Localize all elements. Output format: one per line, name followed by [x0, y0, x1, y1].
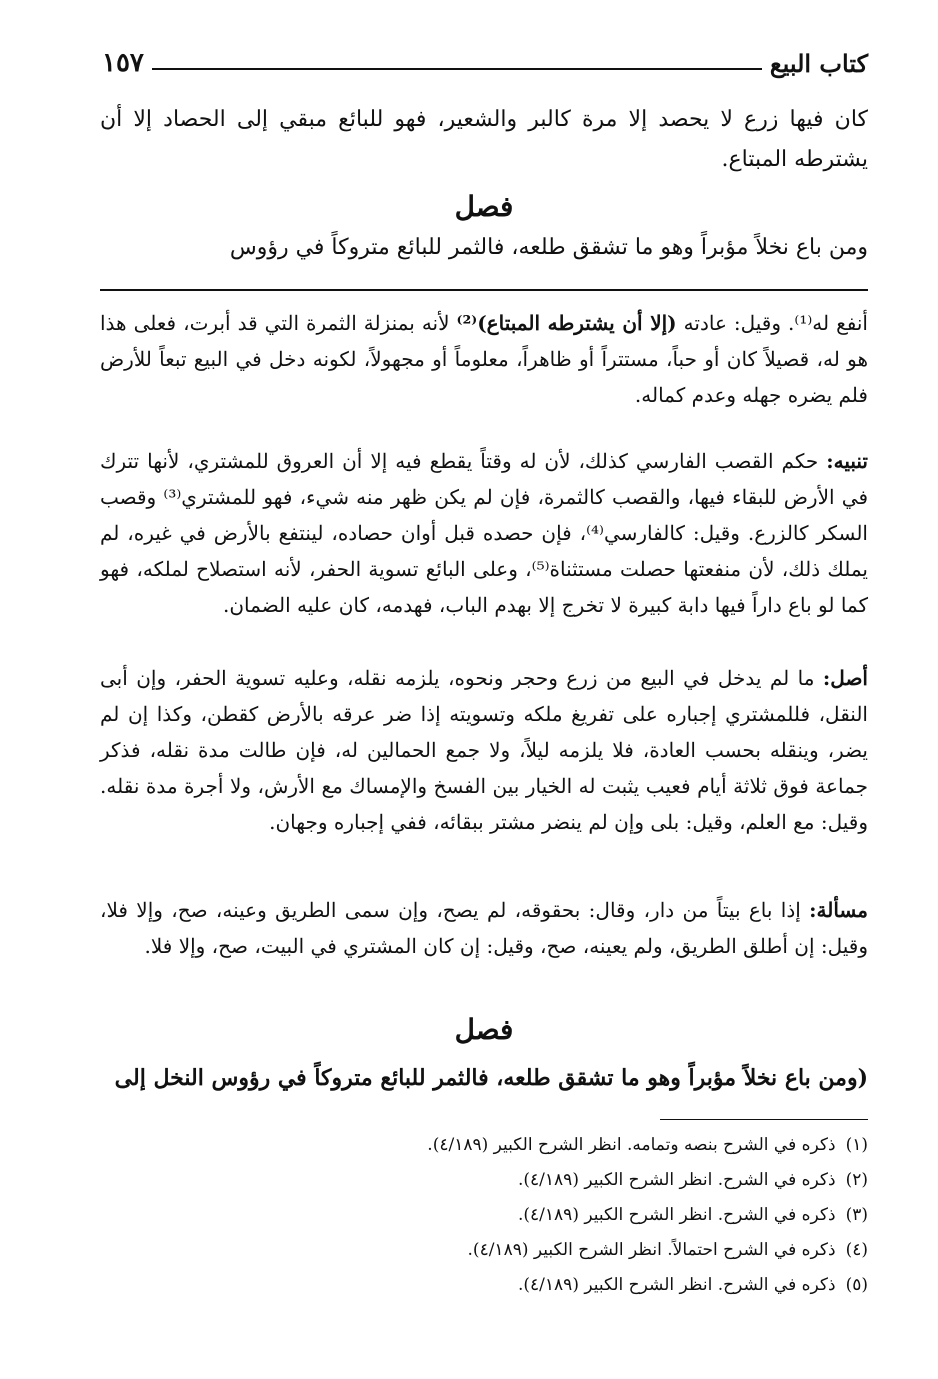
- matn-paragraph-3: (ومن باع نخلاً مؤبراً وهو ما تشقق طلعه، فالثمر للبائع متروكاً في رؤوس النخل إلى: [114, 1065, 868, 1091]
- matn-sharh-divider: [100, 289, 868, 291]
- page-header: [102, 42, 868, 78]
- footnote-item: [300, 1163, 868, 1198]
- footnote-item: [300, 1268, 868, 1303]
- footnote-divider: [660, 1119, 868, 1120]
- footnote-text: ذكره في الشرح بنصه وتمامه. انظر الشرح الكبير (٤/١٨٩).: [427, 1135, 836, 1155]
- section-heading-1: فصل: [454, 190, 514, 223]
- sharh-p1-lead: أنفع له⁽¹⁾. وقيل: عادته: [676, 311, 868, 335]
- footnote-text: ذكره في الشرح. انظر الشرح الكبير (٤/١٨٩).: [518, 1275, 836, 1295]
- footnote-number: (٢): [845, 1170, 868, 1190]
- footnote-number: (٥): [845, 1275, 868, 1295]
- footnote-number: (٤): [845, 1240, 868, 1260]
- asl-paragraph: [100, 660, 868, 840]
- footnote-text: ذكره في الشرح. انظر الشرح الكبير (٤/١٨٩).: [518, 1205, 836, 1225]
- footnotes: [300, 1128, 868, 1303]
- footnote-number: (١): [845, 1135, 868, 1155]
- footnote-text: ذكره في الشرح. انظر الشرح الكبير (٤/١٨٩).: [518, 1170, 836, 1190]
- tanbih-label: تنبيه:: [826, 449, 868, 473]
- tanbih-text: حكم القصب الفارسي كذلك، لأن له وقتاً يقطع فيه إلا أن العروق للمشتري، لأنها تترك في الأرض للبقاء فيها، والقصب كالثمرة، فإن لم يكن ظهر منه شيء، فهو للمشتري⁽³⁾ وقصب السكر كالزرع. وقيل: كالفارسي⁽⁴⁾، فإن حصده قبل أوان حصاده، لينتفع بالأرض في غيره، لم يملك ذلك، لأن منفعتها حصلت مستثناة⁽⁵⁾، وعلى البائع تسوية الحفر، لأنه استصلاح لملكه، فهو كما لو باع داراً فيها دابة كبيرة لا تخرج إلا بهدم الباب، فهدمه، كان عليه الضمان.: [100, 449, 869, 617]
- masala-label: مسألة:: [809, 898, 868, 922]
- sharh-p1-rest: لأنه بمنزلة الثمرة التي قد أبرت، فعلى هذا هو له، قصيلاً كان أو حباً، مستتراً أو ظاهراً، معلوماً أو مجهولاً، لكونه دخل في البيع تبعاً للأرض فلم يضره جهله وعدم كماله.: [100, 311, 868, 407]
- footnote-item: [300, 1128, 868, 1163]
- asl-label: أصل:: [822, 666, 868, 690]
- asl-text: ما لم يدخل في البيع من زرع وحجر ونحوه، يلزمه نقله، وعليه تسوية الحفر، وإن أبى النقل، فللمشتري إجباره على تفريغ ملكه وتسويته إذا ضر عرقه بالأرض كقطن، وكذا إن لم يضر، وينقله بحسب العادة، فلا يلزمه ليلاً، ولا جمع الحمالين له، فإن طالت مدة نقله، فذكر جماعة فوق ثلاثة أيام فعيب يثبت له الخيار بين الفسخ والإمساك مع الأرش، ولا أجرة مدة نقله. وقيل: مع العلم، وقيل: بلى وإن لم ينضر مشتر ببقائه، ففي إجباره وجهان.: [100, 666, 868, 834]
- masala-text: إذا باع بيتاً من دار، وقال: بحقوقه، لم يصح، وإن سمى الطريق وعينه، صح، وإلا فلا، وقيل: إن أطلق الطريق، ولم يعينه، صح، وقيل: إن كان المشتري في البيت، صح، وإلا فلا.: [100, 898, 868, 958]
- matn-paragraph-2: ومن باع نخلاً مؤبراً وهو ما تشقق طلعه، فالثمر للبائع متروكاً في رؤوس: [229, 235, 868, 260]
- sharh-p1-quote: (إلا أن يشترطه المبتاع)⁽²⁾: [456, 311, 677, 335]
- footnote-number: (٣): [845, 1205, 868, 1225]
- masala-paragraph: [100, 892, 868, 964]
- running-title: كتاب البيع: [769, 49, 868, 78]
- section-heading-2: فصل: [454, 1013, 514, 1046]
- footnote-text: ذكره في الشرح احتمالاً. انظر الشرح الكبير (٤/١٨٩).: [467, 1240, 836, 1260]
- footnote-item: [300, 1198, 868, 1233]
- footnote-item: [300, 1233, 868, 1268]
- tanbih-paragraph: [100, 443, 868, 623]
- sharh-paragraph-1: [100, 305, 868, 413]
- header-rule: [152, 68, 762, 70]
- matn-paragraph-1: كان فيها زرع لا يحصد إلا مرة كالبر والشعير، فهو للبائع مبقي إلى الحصاد إلا أن يشترطه المبتاع.: [100, 107, 868, 172]
- page-number: ١٥٧: [102, 48, 144, 78]
